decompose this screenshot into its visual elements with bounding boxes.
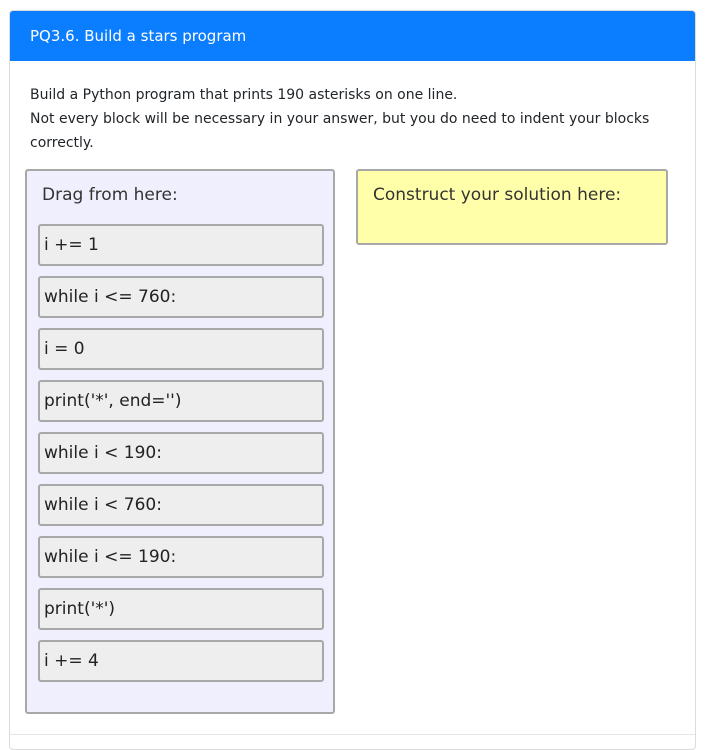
- code-block[interactable]: print('*'): [38, 588, 324, 630]
- code-block[interactable]: while i < 760:: [38, 484, 324, 526]
- source-area-label: Drag from here:: [42, 185, 178, 205]
- description-line-2: Not every block will be necessary in your answer, but you do need to indent your blocks correctly.: [30, 111, 650, 151]
- problem-description: [30, 83, 670, 155]
- code-block[interactable]: print('*', end=''): [38, 380, 324, 422]
- card-header: [10, 11, 695, 61]
- code-block[interactable]: i += 1: [38, 224, 324, 266]
- solution-drop-area[interactable]: [356, 169, 668, 245]
- problem-card: [9, 10, 696, 750]
- code-block[interactable]: while i <= 190:: [38, 536, 324, 578]
- problem-title: PQ3.6. Build a stars program: [30, 27, 247, 45]
- solution-area-label: Construct your solution here:: [373, 185, 622, 205]
- code-block[interactable]: while i <= 760:: [38, 276, 324, 318]
- code-block[interactable]: i += 4: [38, 640, 324, 682]
- source-blocks-area[interactable]: [25, 169, 335, 714]
- card-footer-divider: [10, 734, 695, 735]
- description-line-1: Build a Python program that prints 190 asterisks on one line.: [30, 87, 458, 103]
- code-block[interactable]: while i < 190:: [38, 432, 324, 474]
- code-block[interactable]: i = 0: [38, 328, 324, 370]
